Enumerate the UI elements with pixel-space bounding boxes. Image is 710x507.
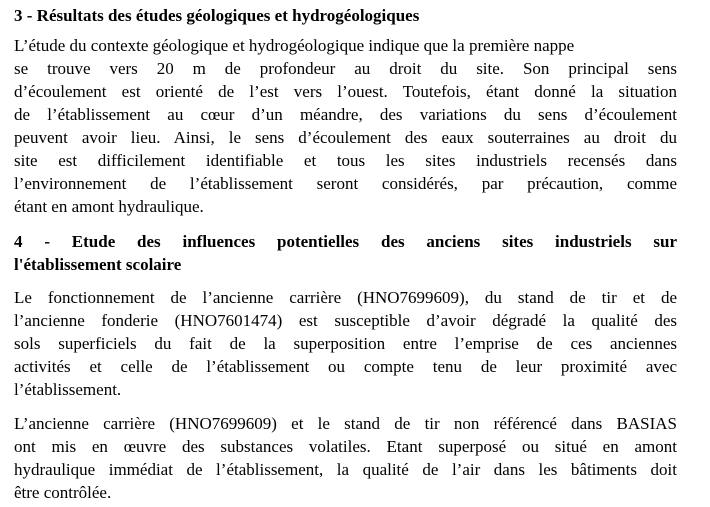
paragraph-line: site est difficilement identifiable et tous les sites industriels recensés dans <box>14 151 677 170</box>
paragraph-line: peuvent avoir lieu. Ainsi, le sens d’écoulement des eaux souterraines au droit du <box>14 128 677 147</box>
heading-line: 4 - Etude des influences potentielles des anciens sites industriels sur <box>14 232 677 251</box>
paragraph-line: sols superficiels du fait de la superposition entre l’emprise de ces anciennes <box>14 334 677 353</box>
section-4-paragraph-1 <box>14 286 677 401</box>
paragraph-line: l’environnement de l’établissement seront considérés, par précaution, comme <box>14 174 677 193</box>
paragraph-line: être contrôlée. <box>14 483 112 502</box>
paragraph-line: ont mis en œuvre des substances volatiles. Etant superposé ou situé en amont <box>14 437 677 456</box>
paragraph-line: l’ancienne fonderie (HNO7601474) est susceptible d’avoir dégradé la qualité des <box>14 311 677 330</box>
paragraph-line: se trouve vers 20 m de profondeur au droit du site. Son principal sens <box>14 59 677 78</box>
paragraph-line: L’étude du contexte géologique et hydrogéologique indique que la première nappe <box>14 36 575 55</box>
paragraph-line: hydraulique immédiat de l’établissement, la qualité de l’air dans les bâtiments doit <box>14 460 677 479</box>
paragraph-line: d’écoulement est orienté de l’est vers l’ouest. Toutefois, étant donné la situation <box>14 82 677 101</box>
paragraph-line: L’ancienne carrière (HNO7699609) et le stand de tir non référencé dans BASIAS <box>14 414 677 433</box>
document-page <box>14 4 677 504</box>
section-3-heading <box>14 4 677 27</box>
heading-line: 3 - Résultats des études géologiques et hydrogéologiques <box>14 6 420 25</box>
paragraph-line: activités et celle de l’établissement ou compte tenu de leur proximité avec <box>14 357 677 376</box>
section-4-heading <box>14 230 677 276</box>
paragraph-line: de l’établissement au cœur d’un méandre, des variations du sens d’écoulement <box>14 105 677 124</box>
section-4-paragraph-2 <box>14 412 677 504</box>
paragraph-line: étant en amont hydraulique. <box>14 197 204 216</box>
paragraph-line: Le fonctionnement de l’ancienne carrière (HNO7699609), du stand de tir et de <box>14 288 677 307</box>
section-3-paragraph <box>14 34 677 218</box>
heading-line: l'établissement scolaire <box>14 255 182 274</box>
paragraph-line: l’établissement. <box>14 380 122 399</box>
